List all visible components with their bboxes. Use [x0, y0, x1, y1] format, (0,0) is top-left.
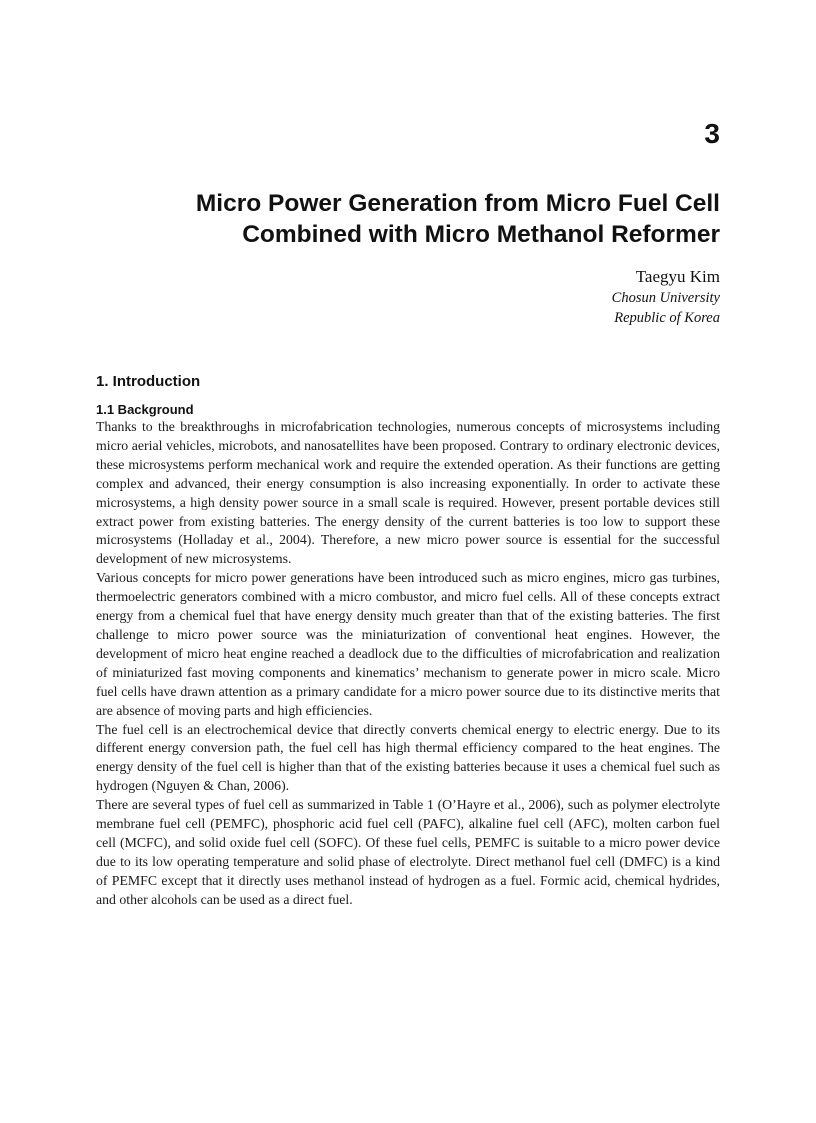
chapter-number: 3 — [704, 118, 720, 149]
chapter-title — [96, 188, 720, 250]
author-name: Taegyu Kim — [635, 267, 720, 286]
author-affiliation: Chosun University — [611, 290, 720, 306]
chapter-title-line: Micro Power Generation from Micro Fuel Cell — [195, 190, 720, 217]
paragraph: Various concepts for micro power generations have been introduced such as micro engines, micro gas turbines, thermoelectric generators combined with a micro combustor, and micro fuel cells. All of these concepts extract energy from a chemical fuel that have energy density much greater than that of the existing batteries. The first challenge to micro power source was the miniaturization of conventional heat engines. However, the development of micro heat engine reached a deadlock due to the difficulties of microfabrication and realization of miniaturized fast moving components and kinematics’ mechanism to generate power in micro scale. Micro fuel cells have drawn attention as a primary candidate for a micro power source due to its distinctive merits that are absence of moving parts and high efficiencies. — [96, 570, 720, 718]
author-block — [612, 266, 720, 328]
chapter-title-line: Combined with Micro Methanol Reformer — [242, 221, 720, 248]
author-country: Republic of Korea — [614, 310, 720, 326]
paragraph: There are several types of fuel cell as summarized in Table 1 (O’Hayre et al., 2006), such as polymer electrolyte membrane fuel cell (PEMFC), phosphoric acid fuel cell (PAFC), alkaline fuel cell (AFC), molten carbon fuel cell (MCFC), and solid oxide fuel cell (SOFC). Of these fuel cells, PEMFC is suitable to a micro power device due to its low operating temperature and solid phase of electrolyte. Direct methanol fuel cell (DMFC) is a kind of PEMFC except that it directly uses methanol instead of hydrogen as a fuel. Formic acid, chemical hydrides, and other alcohols can be used as a direct fuel. — [96, 797, 720, 907]
subsection-heading: 1.1 Background — [96, 402, 194, 417]
paragraph: Thanks to the breakthroughs in microfabrication technologies, numerous concepts of microsystems including micro aerial vehicles, microbots, and nanosatellites have been proposed. Contrary to ordinary electronic devices, these microsystems perform mechanical work and require the extended operation. As their functions are getting complex and advanced, their energy consumption is also increasing exponentially. In order to activate these microsystems, a high density power source in a small scale is required. However, present portable devices still extract power from existing batteries. The energy density of the current batteries is too low to support these microsystems (Holladay et al., 2004). Therefore, a new micro power source is essential for the successful development of new microsystems. — [96, 419, 720, 567]
paragraph: The fuel cell is an electrochemical device that directly converts chemical energy to electric energy. Due to its different energy conversion path, the fuel cell has high thermal efficiency compared to the heat engines. The energy density of the fuel cell is higher than that of the existing batteries because it uses a chemical fuel such as hydrogen (Nguyen & Chan, 2006). — [96, 721, 720, 794]
body-text — [96, 418, 720, 910]
section-heading: 1. Introduction — [96, 373, 201, 390]
document-page — [96, 0, 720, 1123]
